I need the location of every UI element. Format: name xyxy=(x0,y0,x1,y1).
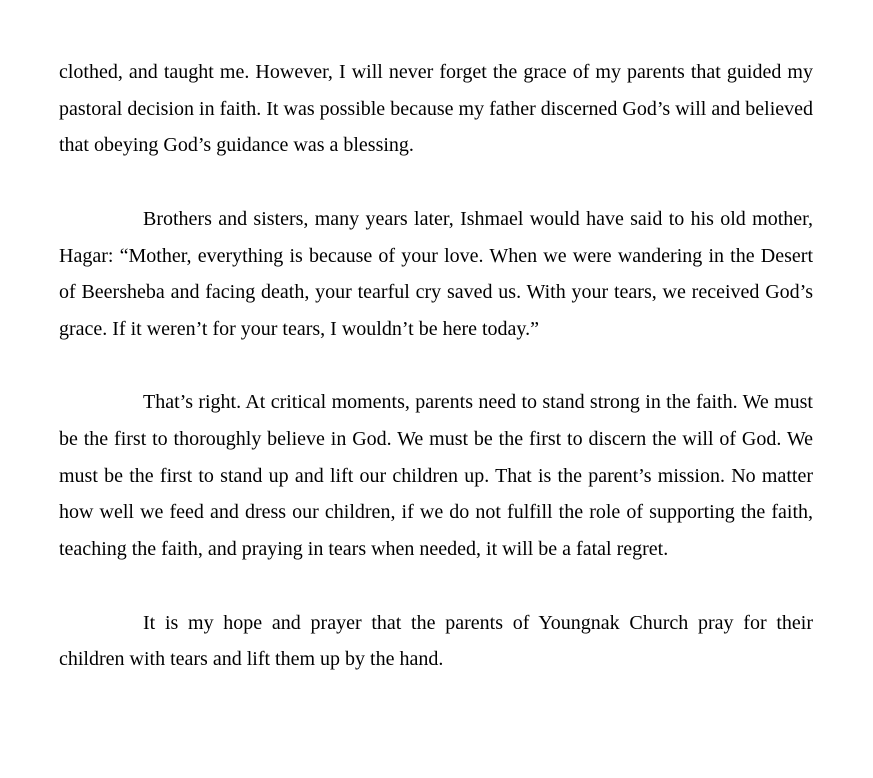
paragraph-gap xyxy=(59,164,813,201)
paragraph-1: clothed, and taught me. However, I will never forget the grace of my parents that guided my pastoral decision in faith. It was possible because my father discerned God’s will and believed that obeying God’s guidance was a blessing. xyxy=(59,61,813,157)
paragraph-2: Brothers and sisters, many years later, Ishmael would have said to his old mother, Hagar: “Mother, everything is because of your love. When we were wandering in the Desert of Beersheba and facing death, your tearful cry saved us. With your tears, we received God’s grace. If it weren’t for your tears, I wouldn’t be here today.” xyxy=(59,207,813,340)
paragraph-4: It is my hope and prayer that the parents of Youngnak Church pray for their children with tears and lift them up by the hand. xyxy=(59,611,813,671)
paragraph-gap xyxy=(59,348,813,385)
document-page xyxy=(59,54,813,678)
paragraph-gap xyxy=(59,568,813,605)
paragraph-3: That’s right. At critical moments, parents need to stand strong in the faith. We must be the first to thoroughly believe in God. We must be the first to discern the will of God. We must be the first to stand up and lift our children up. That is the parent’s mission. No matter how well we feed and dress our children, if we do not fulfill the role of supporting the faith, teaching the faith, and praying in tears when needed, it will be a fatal regret. xyxy=(59,391,813,561)
